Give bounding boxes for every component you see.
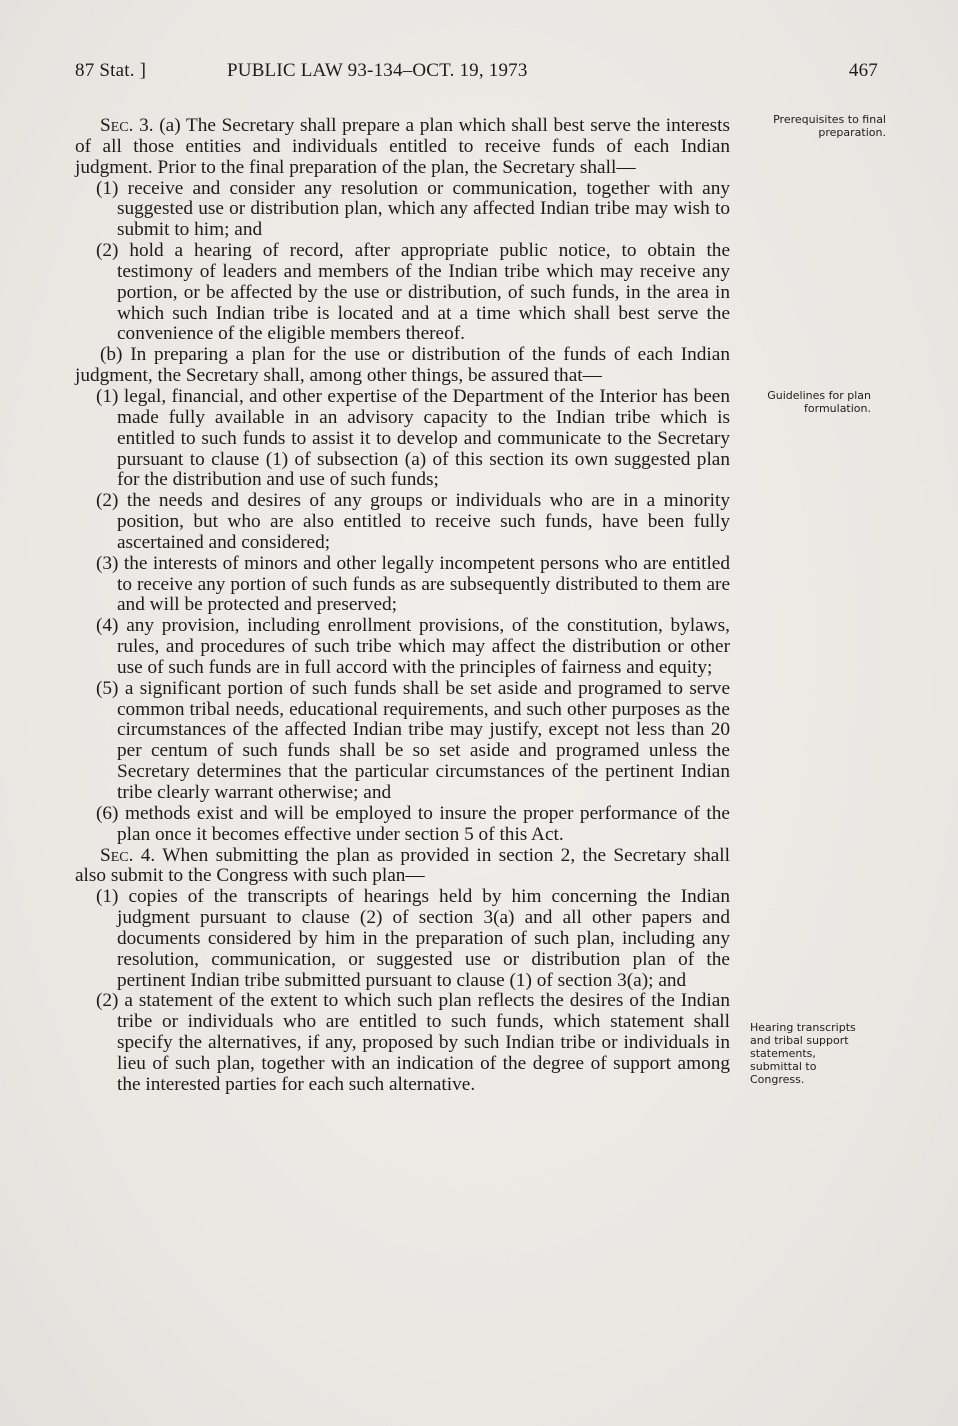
volume-reference: 87 Stat. ] (75, 60, 147, 81)
clause-3a-1: (1) receive and consider any resolution or communication, together with any suggested use or distribution plan, which any affected Indian tribe may wish to submit to him; and (96, 177, 730, 241)
margin-note-hearing: Hearing transcripts and tribal support statements, submittal to Congress. (750, 1021, 856, 1086)
margin-note-prerequisites: Prerequisites to final preparation. (773, 113, 886, 139)
clause-3b-5: (5) a significant portion of such funds shall be set aside and programed to serve common tribal needs, educational requirements, and such other purposes as the circumstances of the affected Indian tribe may justify, except not less than 20 per centum of such funds shall be so set aside and programed unless the Secretary determines that the particular circumstances of the pertinent Indian tribe clearly warrant otherwise; and (96, 677, 730, 803)
section-3a: Sec. 3. (a) The Secretary shall prepare a plan which shall best serve the interests of all those entities and individuals entitled to receive funds of each Indian judgment. Prior to the final preparation of the plan, the Secretary shall— (75, 115, 730, 178)
clause-3b-4: (4) any provision, including enrollment provisions, of the constitution, bylaws, rules, and procedures of such tribe which may affect the distribution or other use of such funds are in full accord with the principles of fairness and equity; (96, 615, 730, 678)
section-4: Sec. 4. When submitting the plan as provided in section 2, the Secretary shall also submit to the Congress with such plan— (75, 844, 730, 887)
show-through-mark (760, 298, 860, 338)
section-3b: (b) In preparing a plan for the use or distribution of the funds of each Indian judgment, the Secretary shall, among other things, be assured that— (75, 344, 730, 387)
statute-text (75, 116, 730, 1096)
clause-3b-1: (1) legal, financial, and other expertise of the Department of the Interior has been made fully available in an advisory capacity to the Indian tribe which is entitled to such funds to assist it to develop and communicate to the Secretary pursuant to clause (1) of subsection (a) of this section its own suggested plan for the distribution and use of such funds; (96, 385, 730, 491)
clause-3a-2: (2) hold a hearing of record, after appropriate public notice, to obtain the testimony of leaders and members of the Indian tribe which may receive any portion, or be affected by the use or distribution, of such funds, in the area in which such Indian tribe is located and at a time which shall best serve the convenience of the eligible members thereof. (96, 240, 730, 345)
margin-note-guidelines: Guidelines for plan formulation. (767, 389, 871, 415)
page-header (75, 60, 878, 90)
clause-4-1: (1) copies of the transcripts of hearings held by him concerning the Indian judgment pursuant to clause (2) of section 3(a) and all other papers and documents considered by him in the preparation of such plan, including any resolution, communication, or suggested use or distribution plan of the pertinent Indian tribe submitted pursuant to clause (1) of section 3(a); and (96, 886, 730, 991)
public-law-title: PUBLIC LAW 93-134–OCT. 19, 1973 (227, 60, 528, 81)
clause-3b-6: (6) methods exist and will be employed to insure the proper performance of the plan once it becomes effective under section 5 of this Act. (96, 802, 730, 845)
clause-4-2: (2) a statement of the extent to which such plan reflects the desires of the Indian tribe or individuals who are entitled to such funds, which statement shall specify the alternatives, if any, proposed by such Indian tribe or individuals in lieu of such plan, together with an indication of the degree of support among the interested parties for each such alternative. (96, 990, 730, 1095)
clause-3b-3: (3) the interests of minors and other legally incompetent persons who are entitled to receive any portion of such funds as are subsequently distributed to them are and will be protected and preserved; (96, 552, 730, 616)
section-label: Sec. 3. (100, 115, 154, 136)
clause-3b-2: (2) the needs and desires of any groups or individuals who are in a minority position, but who are also entitled to receive such funds, have been fully ascertained and considered; (96, 490, 730, 553)
section-label: Sec. 4. (100, 844, 156, 866)
page-number: 467 (848, 60, 878, 81)
